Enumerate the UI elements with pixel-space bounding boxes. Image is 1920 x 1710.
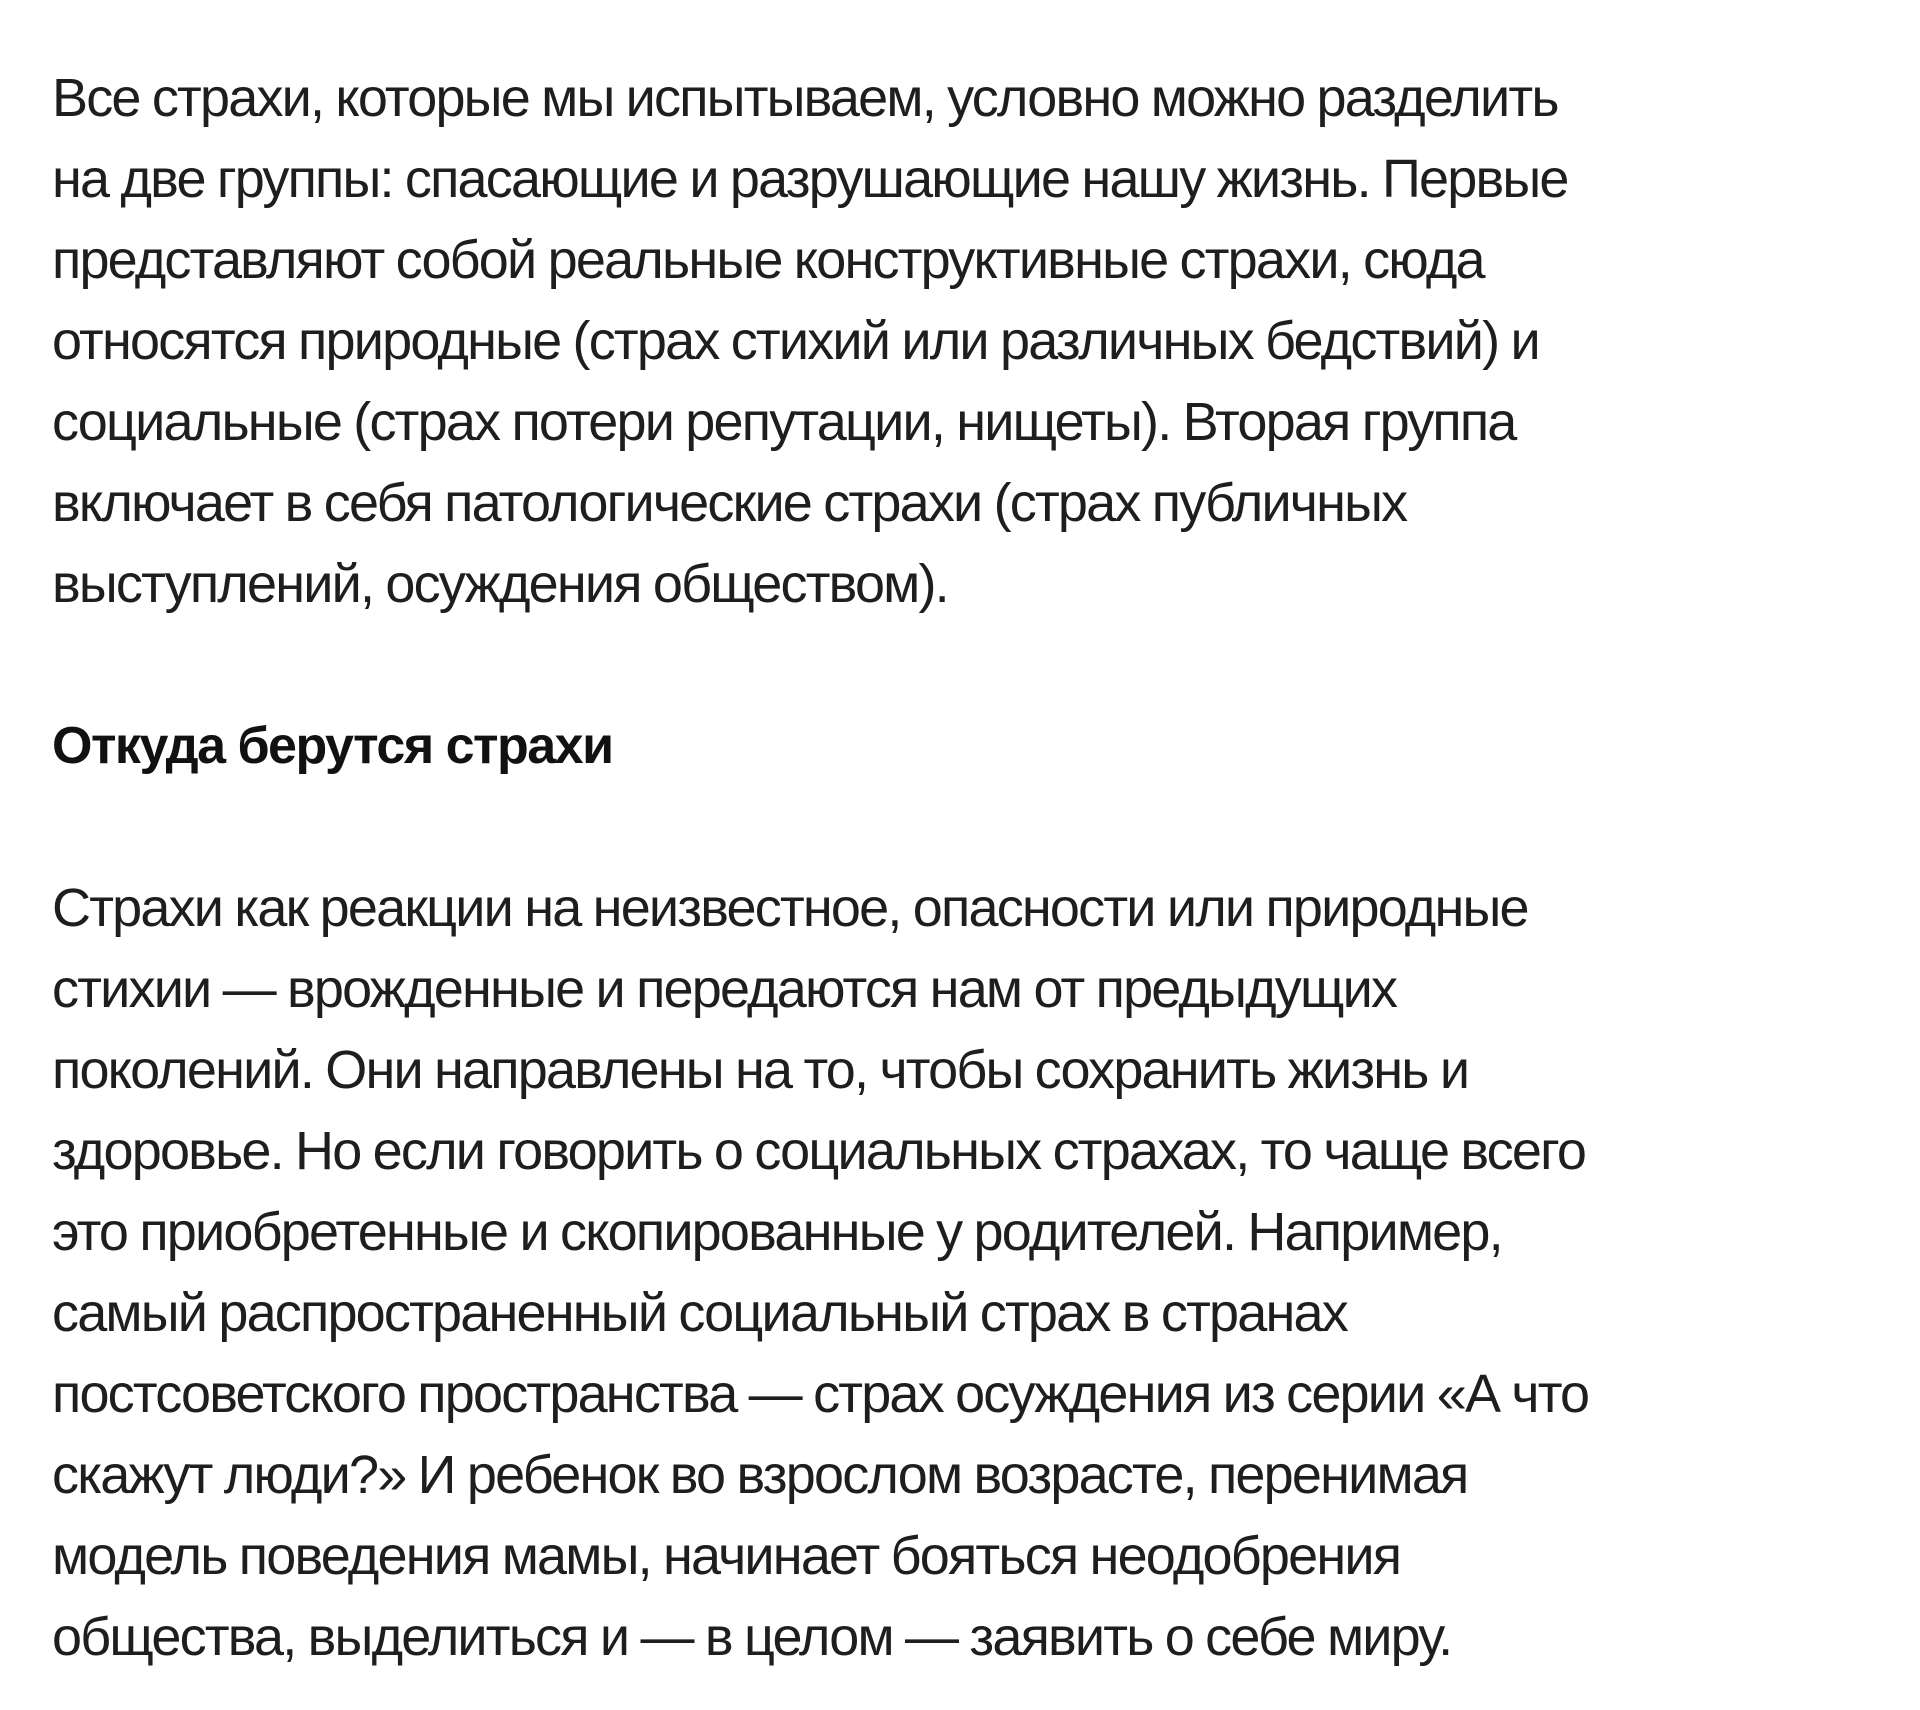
paragraph-line: общества, выделиться и — в целом — заявить о себе миру. [52,1607,1452,1667]
paragraph-line: Все страхи, которые мы испытываем, условно можно разделить [52,68,1558,128]
paragraph-line: здоровье. Но если говорить о социальных страхах, то чаще всего [52,1121,1586,1181]
paragraph-fear-groups [52,58,1902,625]
paragraph-line: Страхи как реакции на неизвестное, опасности или природные [52,878,1528,938]
paragraph-line: скажут люди?» И ребенок во взрослом возрасте, перенимая [52,1445,1468,1505]
paragraph-line: поколений. Они направлены на то, чтобы сохранить жизнь и [52,1040,1469,1100]
paragraph-line: выступлений, осуждения обществом). [52,554,948,614]
paragraph-line: это приобретенные и скопированные у родителей. Например, [52,1202,1502,1262]
paragraph-line: социальные (страх потери репутации, нищеты). Вторая группа [52,392,1516,452]
paragraph-fear-origins [52,868,1902,1678]
paragraph-line: самый распространенный социальный страх в странах [52,1283,1347,1343]
paragraph-line: относятся природные (страх стихий или различных бедствий) и [52,311,1539,371]
article-body [52,58,1902,1678]
paragraph-line: представляют собой реальные конструктивные страхи, сюда [52,230,1484,290]
paragraph-line: на две группы: спасающие и разрушающие нашу жизнь. Первые [52,149,1568,209]
paragraph-line: модель поведения мамы, начинает бояться неодобрения [52,1526,1401,1586]
section-heading: Откуда берутся страхи [52,717,613,775]
paragraph-line: постсоветского пространства — страх осуждения из серии «А что [52,1364,1589,1424]
paragraph-line: включает в себя патологические страхи (страх публичных [52,473,1407,533]
paragraph-line: стихии — врожденные и передаются нам от предыдущих [52,959,1397,1019]
